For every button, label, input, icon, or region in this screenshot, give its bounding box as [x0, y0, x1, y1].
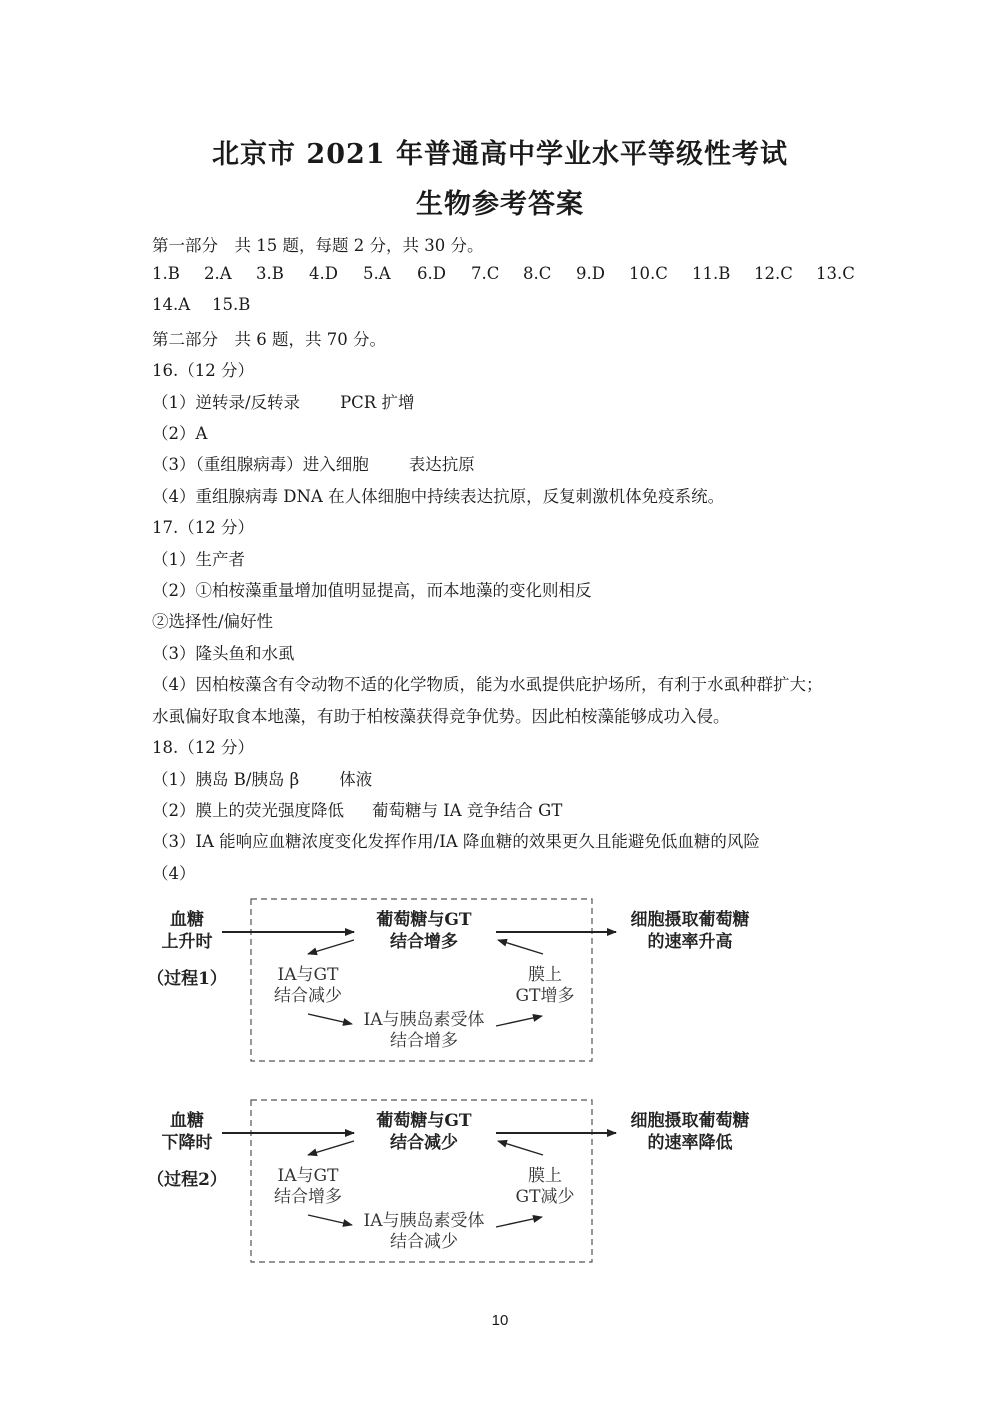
answer-15: 15.B — [212, 295, 251, 314]
q17-answer-2b: ②选择性/偏好性 — [152, 612, 274, 631]
process-2-result-line2: 的速率降低 — [647, 1133, 733, 1153]
process-2-result-line1: 细胞摄取葡萄糖 — [630, 1111, 750, 1131]
q16-answer-1 — [152, 389, 414, 413]
q18-answer-1b: 体液 — [339, 770, 373, 789]
process-1-trigger-line1: 血糖 — [170, 910, 204, 930]
q17-answer-2: （2）①柏桉藻重量增加值明显提高，而本地藻的变化则相反 — [152, 581, 592, 600]
process-2-left-line1: IA与GT — [277, 1166, 339, 1186]
answer-6: 6.D — [417, 264, 446, 283]
q16-answer-4: （4）重组腺病毒 DNA 在人体细胞中持续表达抗原，反复刺激机体免疫系统。 — [152, 487, 725, 506]
answer-11: 11.B — [692, 264, 731, 283]
process-1-bottom-line1: IA与胰岛素受体 — [363, 1010, 485, 1030]
q18-answer-1a: （1）胰岛 B/胰岛 β — [152, 770, 300, 789]
page-subtitle: 生物参考答案 — [416, 189, 584, 220]
process-1-center-line1: 葡萄糖与GT — [376, 910, 472, 930]
q16-answer-3a: （3）（重组腺病毒）进入细胞 — [152, 455, 369, 474]
q16-head: 16.（12 分） — [152, 361, 254, 380]
answer-1: 1.B — [152, 264, 180, 283]
process-1-bottom-line2: 结合增多 — [390, 1031, 458, 1051]
part1-header: 第一部分 共 15 题，每题 2 分，共 30 分。 — [152, 236, 484, 255]
process-2-trigger-line1: 血糖 — [170, 1111, 204, 1131]
process-1-right-line1: 膜上 — [528, 965, 562, 985]
q18-head: 18.（12 分） — [152, 738, 254, 757]
process-2-bottom-line2: 结合减少 — [390, 1232, 458, 1252]
process-1-result-line1: 细胞摄取葡萄糖 — [630, 910, 750, 930]
answer-5: 5.A — [363, 264, 391, 283]
process-1-result-line2: 的速率升高 — [647, 932, 733, 952]
glucose-regulation-diagram — [0, 885, 1000, 1305]
q17-answer-4b: 水虱偏好取食本地藻，有助于柏桉藻获得竞争优势。因此柏桉藻能够成功入侵。 — [152, 707, 730, 726]
process-1-center-line2: 结合增多 — [390, 932, 458, 952]
process-2-arrow-bottom-out — [496, 1217, 542, 1227]
answer-3: 3.B — [256, 264, 284, 283]
q16-answer-3b: 表达抗原 — [408, 455, 475, 474]
process-2-left-line2: 结合增多 — [274, 1187, 342, 1207]
process-1-trigger-line2: 上升时 — [161, 932, 213, 952]
q18-answer-2 — [152, 797, 562, 821]
q17-answer-3: （3）隆头鱼和水虱 — [152, 644, 295, 663]
q16-answer-1a: （1）逆转录/反转录 — [152, 393, 301, 412]
q16-answer-3 — [152, 451, 475, 475]
q17-answer-1: （1）生产者 — [152, 550, 245, 569]
process-1 — [147, 899, 749, 1061]
process-1-right-line2: GT增多 — [515, 986, 575, 1006]
process-2-right-line1: 膜上 — [528, 1166, 562, 1186]
process-2-right-line2: GT减少 — [515, 1187, 575, 1207]
q18-answer-4: （4） — [152, 864, 196, 883]
process-2-trigger-line2: 下降时 — [161, 1133, 213, 1153]
process-2-arrow-left — [308, 1141, 354, 1155]
answer-14: 14.A — [152, 295, 191, 314]
answer-13: 13.C — [816, 264, 855, 283]
process-1-arrow-right — [498, 940, 543, 954]
q18-answer-1 — [152, 766, 372, 790]
answer-10: 10.C — [629, 264, 668, 283]
q16-answer-1b: PCR 扩增 — [340, 393, 415, 412]
page-number: 10 — [491, 1312, 509, 1329]
answer-12: 12.C — [754, 264, 793, 283]
answer-8: 8.C — [523, 264, 552, 283]
answer-2: 2.A — [204, 264, 232, 283]
answer-4: 4.D — [309, 264, 338, 283]
q18-answer-2b: 葡萄糖与 IA 竞争结合 GT — [372, 801, 563, 820]
process-1-label: （过程1） — [147, 969, 227, 989]
process-1-left-line1: IA与GT — [277, 965, 339, 985]
process-1-arrow-bottom-in — [308, 1014, 352, 1024]
process-2 — [147, 1100, 749, 1262]
q18-answer-2a: （2）膜上的荧光强度降低 — [152, 801, 344, 820]
q16-answer-2: （2）A — [152, 424, 208, 443]
process-2-bottom-line1: IA与胰岛素受体 — [363, 1211, 485, 1231]
q18-answer-3: （3）IA 能响应血糖浓度变化发挥作用/IA 降血糖的效果更久且能避免低血糖的风险 — [152, 832, 760, 851]
q17-head: 17.（12 分） — [152, 518, 254, 537]
page-title: 北京市 2021 年普通高中学业水平等级性考试 — [212, 139, 788, 170]
process-1-left-line2: 结合减少 — [274, 986, 342, 1006]
answer-9: 9.D — [576, 264, 605, 283]
part2-header: 第二部分 共 6 题，共 70 分。 — [152, 330, 386, 349]
process-1-arrow-left — [308, 940, 354, 954]
process-2-center-line2: 结合减少 — [390, 1133, 458, 1153]
process-2-label: （过程2） — [147, 1170, 227, 1190]
q17-answer-4: （4）因柏桉藻含有令动物不适的化学物质，能为水虱提供庇护场所，有利于水虱种群扩大； — [152, 675, 823, 694]
process-2-center-line1: 葡萄糖与GT — [376, 1111, 472, 1131]
answer-7: 7.C — [471, 264, 500, 283]
process-2-arrow-bottom-in — [308, 1215, 352, 1225]
process-2-arrow-right — [498, 1141, 543, 1155]
process-1-arrow-bottom-out — [496, 1016, 542, 1026]
